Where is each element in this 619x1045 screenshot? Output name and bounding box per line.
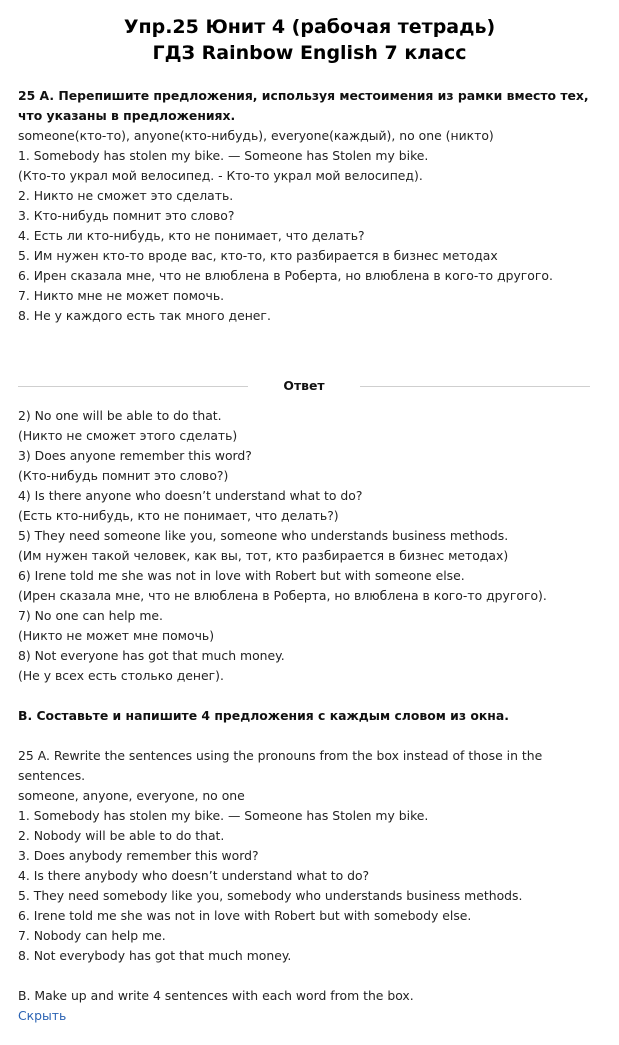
task-a-sentences (18, 146, 590, 326)
list-item: 2. Nobody will be able to do that. (18, 828, 225, 843)
list-item: 1. Somebody has stolen my bike. — Someone has Stolen my bike. (18, 808, 429, 823)
list-item: 4. Есть ли кто-нибудь, кто не понимает, что делать? (18, 228, 365, 243)
list-item: 7. Nobody can help me. (18, 928, 166, 943)
english-task-b: B. Make up and write 4 sentences with each word from the box. (18, 988, 414, 1003)
list-item: (Кто-то украл мой велосипед. - Кто-то украл мой велосипед). (18, 168, 423, 183)
list-item: 1. Somebody has stolen my bike. — Someone has Stolen my bike. (18, 148, 429, 163)
list-item: 7) No one can help me. (18, 608, 163, 623)
list-item: 5) They need someone like you, someone who understands business methods. (18, 528, 509, 543)
divider-line (360, 386, 590, 387)
list-item: (Ирен сказала мне, что не влюблена в Роберта, но влюблена в кого-то другого). (18, 588, 547, 603)
list-item: 6) Irene told me she was not in love with Robert but with someone else. (18, 568, 465, 583)
list-item: (Не у всех есть столько денег). (18, 668, 224, 683)
page-title (0, 14, 619, 66)
list-item: (Никто не сможет этого сделать) (18, 428, 238, 443)
list-item: 3) Does anyone remember this word? (18, 448, 252, 463)
english-heading-line: sentences. (18, 768, 86, 783)
english-word-box: someone, anyone, everyone, no one (18, 788, 245, 803)
list-item: 3. Does anybody remember this word? (18, 848, 259, 863)
task-b-heading: B. Составьте и напишите 4 предложения с каждым словом из окна. (18, 708, 509, 723)
content (18, 86, 590, 1026)
answer-divider (18, 376, 590, 396)
list-item: 5. They need somebody like you, somebody who understands business methods. (18, 888, 523, 903)
task-a-heading: 25 A. Перепишите предложения, используя местоимения из рамки вместо тех, что указаны в предложениях. (18, 88, 589, 123)
english-version (18, 746, 590, 966)
list-item: 4) Is there anyone who doesn’t understand what to do? (18, 488, 363, 503)
list-item: 8. Не у каждого есть так много денег. (18, 308, 271, 323)
list-item: (Есть кто-нибудь, кто не понимает, что делать?) (18, 508, 339, 523)
list-item: 3. Кто-нибудь помнит это слово? (18, 208, 235, 223)
title-line-2: ГДЗ Rainbow English 7 класс (152, 42, 467, 64)
answer-lines (18, 406, 590, 686)
list-item: 2. Никто не сможет это сделать. (18, 188, 234, 203)
list-item: (Кто-нибудь помнит это слово?) (18, 468, 229, 483)
list-item: 5. Им нужен кто-то вроде вас, кто-то, кто разбирается в бизнес методах (18, 248, 498, 263)
title-line-1: Упр.25 Юнит 4 (рабочая тетрадь) (123, 16, 496, 38)
task-a-word-box: someone(кто-то), anyone(кто-нибудь), everyone(каждый), no one (никто) (18, 128, 494, 143)
list-item: 7. Никто мне не может помочь. (18, 288, 225, 303)
answer-label: Ответ (283, 378, 325, 393)
hide-link[interactable]: Скрыть (18, 1008, 67, 1023)
list-item: 4. Is there anybody who doesn’t understand what to do? (18, 868, 370, 883)
list-item: 2) No one will be able to do that. (18, 408, 222, 423)
list-item: 8) Not everyone has got that much money. (18, 648, 285, 663)
divider-line (18, 386, 248, 387)
list-item: 6. Irene told me she was not in love with Robert but with somebody else. (18, 908, 472, 923)
list-item: (Им нужен такой человек, как вы, тот, кто разбирается в бизнес методах) (18, 548, 509, 563)
list-item: (Никто не может мне помочь) (18, 628, 215, 643)
list-item: 8. Not everybody has got that much money. (18, 948, 292, 963)
list-item: 6. Ирен сказала мне, что не влюблена в Роберта, но влюблена в кого-то другого. (18, 268, 553, 283)
english-heading-line: 25 A. Rewrite the sentences using the pronouns from the box instead of those in the (18, 748, 543, 763)
